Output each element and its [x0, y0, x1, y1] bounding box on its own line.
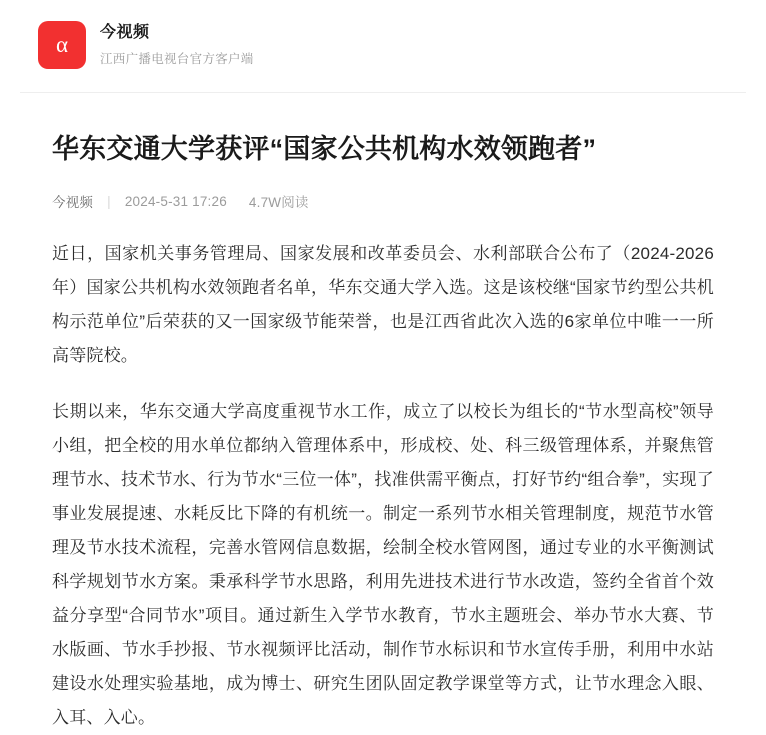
byline-source: 今视频: [52, 195, 94, 210]
publisher-meta: [100, 22, 254, 68]
page-title: 华东交通大学获评“国家公共机构水效领跑者”: [52, 134, 597, 164]
publisher-description: 江西广播电视台官方客户端: [100, 52, 254, 66]
article-paragraph: 近日，国家机关事务管理局、国家发展和改革委员会、水利部联合公布了（2024-2026年）国家公共机构水效领跑者名单，华东交通大学入选。这是该校继“国家节约型公共机构示范单位”后荣获的又一国家级节能荣誉，也是江西省此次入选的6家单位中唯一一所高等院校。: [52, 244, 714, 365]
alpha-logo-icon: [38, 21, 86, 69]
byline: [52, 191, 714, 211]
article-content: [0, 129, 766, 735]
byline-timestamp: 2024-5-31 17:26: [124, 193, 227, 209]
article-paragraph: 长期以来，华东交通大学高度重视节水工作，成立了以校长为组长的“节水型高校”领导小组，把全校的用水单位都纳入管理体系中，形成校、处、科三级管理体系，并聚焦管理节水、技术节水、行为节水“三位一体”，找准供需平衡点，打好节约“组合拳”，实现了事业发展提速、水耗反比下降的有机统一。制定一系列节水相关管理制度，规范节水管理及节水技术流程，完善水管网信息数据，绘制全校水管网图，通过专业的水平衡测试科学规划节水方案。秉承科学节水思路，利用先进技术进行节水改造，签约全省首个效益分享型“合同节水”项目。通过新生入学节水教育，节水主题班会、举办节水大赛、节水版画、节水手抄报、节水视频评比活动，制作节水标识和节水宣传手册，利用中水站建设水处理实验基地，成为博士、研究生团队固定教学课堂等方式，让节水理念入眼、入耳、入心。: [52, 402, 714, 727]
publisher-card[interactable]: [20, 0, 746, 93]
publisher-name: 今视频: [100, 24, 150, 41]
article-body: [52, 237, 714, 735]
svg-text:α: α: [55, 32, 69, 57]
byline-read-count: 4.7W阅读: [248, 195, 309, 210]
byline-separator: |: [107, 193, 111, 209]
